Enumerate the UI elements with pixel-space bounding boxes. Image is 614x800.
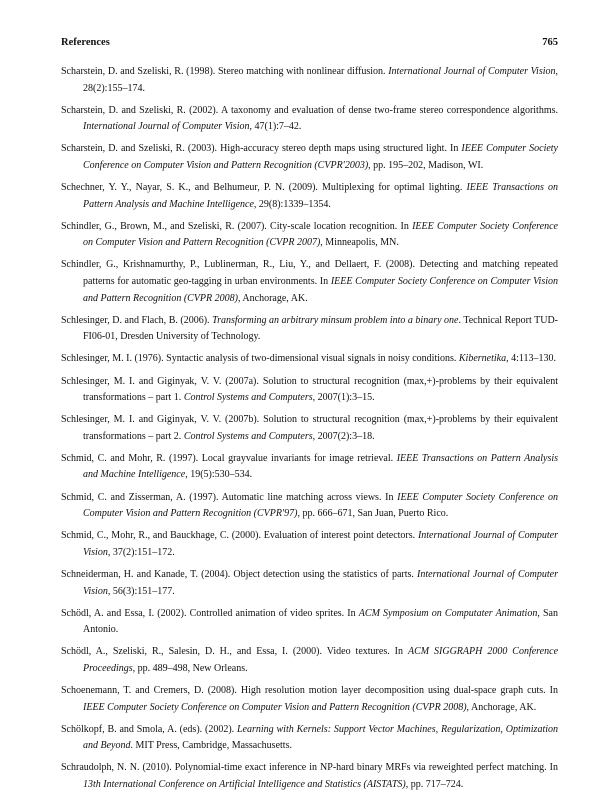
section-title: References	[61, 37, 110, 48]
reference-entry: Schödl, A. and Essa, I. (2002). Controlled animation of video sprites. In ACM Symposium on Computater Animation, San Antonio.	[61, 607, 558, 636]
reference-venue: 13th International Conference on Artificial Intelligence and Statistics (AISTATS)	[83, 778, 406, 790]
reference-venue: Control Systems and Computers	[183, 392, 313, 404]
reference-venue: IEEE Computer Society Conference on Computer Vision and Pattern Recognition (CVPR 2008)	[83, 276, 558, 304]
reference-entry: Schindler, G., Brown, M., and Szeliski, R. (2007). City-scale location recognition. In IEEE Computer Society Conference on Computer Vision and Pattern Recognition (CVPR 2007), Minneapolis, MN.	[61, 220, 558, 249]
reference-venue: IEEE Computer Society Conference on Computer Vision and Pattern Recognition (CVPR 2007)	[83, 220, 558, 249]
reference-entry: Schölkopf, B. and Smola, A. (eds). (2002). Learning with Kernels: Support Vector Machines, Regularization, Optimization and Beyond. MIT Press, Cambridge, Massachusetts.	[61, 723, 558, 752]
reference-venue: IEEE Computer Society Conference on Computer Vision and Pattern Recognition (CVPR 2008)	[83, 701, 467, 713]
reference-venue: International Journal of Computer Vision	[83, 568, 558, 597]
reference-venue: International Journal of Computer Vision	[388, 66, 556, 77]
reference-venue: IEEE Transactions on Pattern Analysis and Machine Intelligence	[83, 452, 559, 481]
reference-venue: International Journal of Computer Vision	[83, 121, 250, 133]
page-header	[61, 37, 558, 48]
reference-entry: Schmid, C. and Mohr, R. (1997). Local grayvalue invariants for image retrieval. IEEE Transactions on Pattern Analysis and Machine Intelligence, 19(5):530–534.	[61, 452, 559, 481]
reference-entry: Schmid, C., Mohr, R., and Bauckhage, C. (2000). Evaluation of interest point detectors. International Journal of Computer Vision, 37(2):151–172.	[61, 530, 558, 558]
reference-entry: Schmid, C. and Zisserman, A. (1997). Automatic line matching across views. In IEEE Computer Society Conference on Computer Vision and Pattern Recognition (CVPR'97), pp. 666–671, San Juan, Puerto Rico.	[61, 491, 559, 520]
reference-entry: Schraudolph, N. N. (2010). Polynomial-time exact inference in NP-hard binary MRFs via reweighted perfect matching. In 13th International Conference on Artificial Intelligence and Statistics (AISTATS), pp. 717–724.	[61, 762, 558, 790]
reference-venue: Control Systems and Computers	[183, 430, 313, 442]
page-number: 765	[542, 37, 558, 48]
reference-venue: Transforming an arbitrary minsum problem into a binary one	[212, 314, 459, 326]
reference-entry: Schechner, Y. Y., Nayar, S. K., and Belhumeur, P. N. (2009). Multiplexing for optimal lighting. IEEE Transactions on Pattern Analysis and Machine Intelligence, 29(8):1339–1354.	[61, 182, 558, 210]
reference-entry: Schlesinger, M. I. and Giginyak, V. V. (2007b). Solution to structural recognition (max,+)-problems by their equivalent transformations – part 2. Control Systems and Computers, 2007(2):3–18.	[61, 414, 558, 442]
reference-venue: Learning with Kernels: Support Vector Machines, Regularization, Optimization and Beyond	[83, 723, 558, 752]
reference-entry: Scharstein, D. and Szeliski, R. (2002). A taxonomy and evaluation of dense two-frame stereo correspondence algorithms. International Journal of Computer Vision, 47(1):7–42.	[61, 104, 558, 133]
reference-entry: Schneiderman, H. and Kanade, T. (2004). Object detection using the statistics of parts. International Journal of Computer Vision, 56(3):151–177.	[61, 568, 558, 597]
reference-venue: IEEE Computer Society Conference on Computer Vision and Pattern Recognition (CVPR'97)	[83, 491, 559, 520]
reference-entry: Scharstein, D. and Szeliski, R. (2003). High-accuracy stereo depth maps using structured light. In IEEE Computer Society Conference on Computer Vision and Pattern Recognition (CVPR'2003), pp. 195–202, Madison, WI.	[61, 143, 558, 171]
reference-entry: Schoenemann, T. and Cremers, D. (2008). High resolution motion layer decomposition using dual-space graph cuts. In IEEE Computer Society Conference on Computer Vision and Pattern Recognition (CVPR 2008), Anchorage, AK.	[61, 685, 558, 713]
reference-entry: Scharstein, D. and Szeliski, R. (1998). Stereo matching with nonlinear diffusion. International Journal of Computer Vision, 28(2):155–174.	[61, 66, 558, 94]
reference-venue: ACM SIGGRAPH 2000 Conference Proceedings	[83, 646, 559, 674]
reference-venue: IEEE Transactions on Pattern Analysis and Machine Intelligence	[83, 182, 558, 210]
reference-entry: Schindler, G., Krishnamurthy, P., Lublinerman, R., Liu, Y., and Dellaert, F. (2008). Detecting and matching repeated patterns for automatic geo-tagging in urban environments. In IEEE Computer Society Conference on Computer Vision and Pattern Recognition (CVPR 2008), Anchorage, AK.	[61, 259, 558, 304]
reference-venue: International Journal of Computer Vision	[83, 530, 558, 558]
reference-list	[61, 64, 558, 799]
reference-entry: Schlesinger, M. I. (1976). Syntactic analysis of two-dimensional visual signals in noisy conditions. Kibernetika, 4:113–130.	[61, 353, 557, 365]
reference-venue: ACM Symposium on Computater Animation	[358, 607, 538, 619]
reference-entry: Schödl, A., Szeliski, R., Salesin, D. H., and Essa, I. (2000). Video textures. In ACM SIGGRAPH 2000 Conference Proceedings, pp. 489–498, New Orleans.	[61, 646, 559, 674]
reference-venue: IEEE Computer Society Conference on Computer Vision and Pattern Recognition (CVPR'2003)	[83, 143, 558, 171]
reference-venue: Kibernetika	[458, 353, 507, 365]
reference-entry: Schlesinger, M. I. and Giginyak, V. V. (2007a). Solution to structural recognition (max,+)-problems by their equivalent transformations – part 1. Control Systems and Computers, 2007(1):3–15.	[61, 375, 558, 404]
reference-entry: Schlesinger, D. and Flach, B. (2006). Transforming an arbitrary minsum problem into a binary one. Technical Report TUD-FI06-01, Dresden University of Technology.	[61, 314, 559, 343]
